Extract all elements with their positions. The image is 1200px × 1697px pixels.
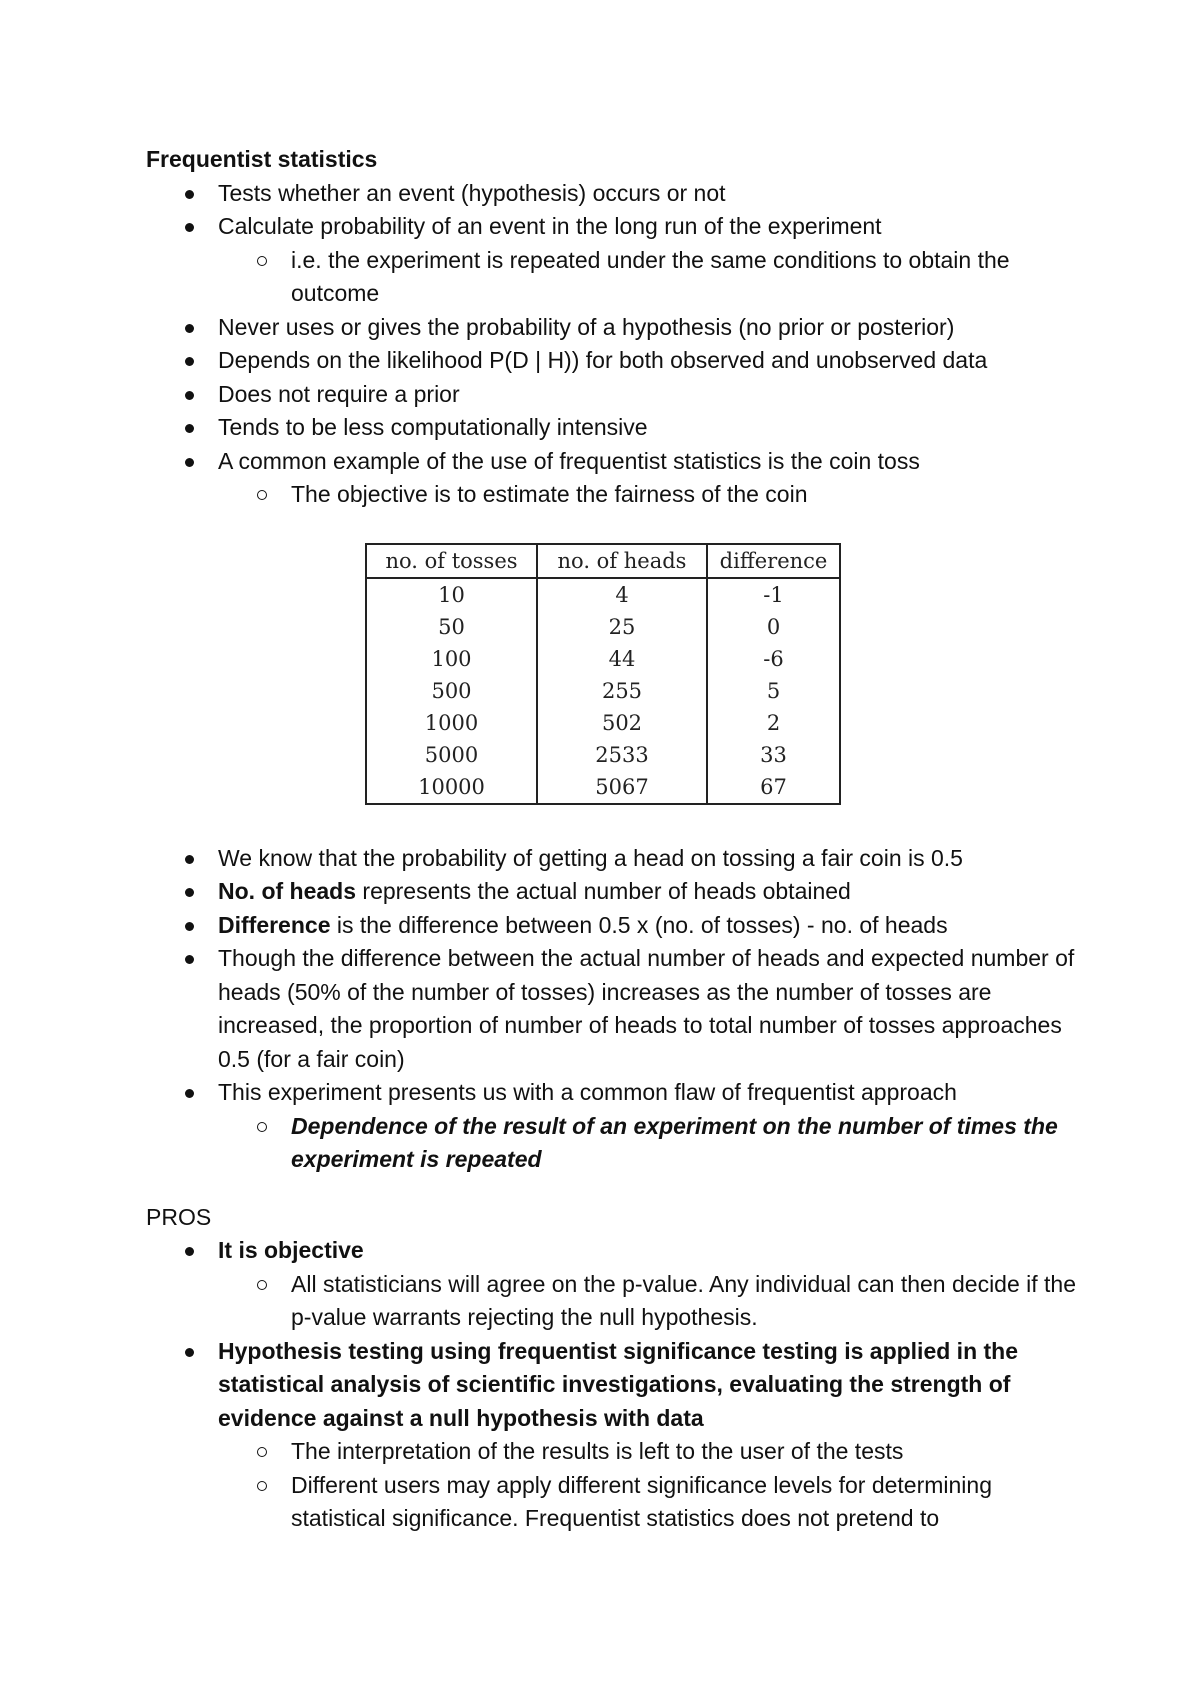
section-title: Frequentist statistics: [146, 146, 378, 172]
list-item: Tends to be less computationally intensive: [146, 411, 1086, 445]
sub-bullet-list: [146, 1268, 1086, 1335]
bullet-list: [146, 177, 1086, 244]
list-item: [146, 909, 1086, 943]
sub-bullet-list: [146, 244, 1086, 311]
table-cell: 500: [366, 675, 537, 707]
table-row: [366, 643, 840, 675]
bullet-list: [146, 1234, 1086, 1268]
list-item: Hypothesis testing using frequentist significance testing is applied in the statistical analysis of scientific investigations, evaluating the strength of evidence against a null hypothesis with data: [146, 1335, 1086, 1436]
pros-title: PROS: [146, 1203, 212, 1230]
table-cell: 255: [537, 675, 707, 707]
table-cell: -1: [707, 578, 840, 611]
list-item: Depends on the likelihood P(D | H)) for both observed and unobserved data: [146, 344, 1086, 378]
sub-list-item: Dependence of the result of an experiment on the number of times the experiment is repeated: [146, 1110, 1086, 1177]
sub-list-item: The objective is to estimate the fairness of the coin: [146, 478, 1086, 512]
list-item: Though the difference between the actual number of heads and expected number of heads (50% of the number of tosses) increases as the number of tosses are increased, the proportion of number of heads to total number of tosses approaches 0.5 (for a fair coin): [146, 942, 1086, 1076]
spacer: [146, 1177, 1086, 1201]
sub-list-item: Different users may apply different significance levels for determining statistical significance. Frequentist statistics does not pretend to: [146, 1469, 1086, 1536]
table-cell: 502: [537, 707, 707, 739]
list-item: Never uses or gives the probability of a hypothesis (no prior or posterior): [146, 311, 1086, 345]
table-cell: 5067: [537, 771, 707, 804]
table-row: [366, 675, 840, 707]
sub-bullet-list: [146, 1435, 1086, 1536]
bold-term: Difference: [218, 911, 331, 938]
table-cell: 5000: [366, 739, 537, 771]
table-cell: 33: [707, 739, 840, 771]
list-item: [146, 875, 1086, 909]
table-row: [366, 578, 840, 611]
sub-list-item: The interpretation of the results is left to the user of the tests: [146, 1435, 1086, 1469]
list-item: Does not require a prior: [146, 378, 1086, 412]
table-cell: 1000: [366, 707, 537, 739]
table-cell: 0: [707, 611, 840, 643]
item-text: represents the actual number of heads obtained: [356, 878, 851, 904]
table-row: [366, 611, 840, 643]
table-cell: 10000: [366, 771, 537, 804]
header-heads: no. of heads: [537, 544, 707, 578]
sub-bullet-list: [146, 478, 1086, 512]
table-cell: 5: [707, 675, 840, 707]
header-tosses: no. of tosses: [366, 544, 537, 578]
bullet-list: [146, 311, 1086, 479]
table-cell: 10: [366, 578, 537, 611]
table-row: [366, 771, 840, 804]
coin-toss-table-wrap: [146, 543, 1086, 808]
table-cell: 2533: [537, 739, 707, 771]
table-row: [366, 707, 840, 739]
table-cell: 67: [707, 771, 840, 804]
list-item: A common example of the use of frequentist statistics is the coin toss: [146, 445, 1086, 479]
header-difference: difference: [707, 544, 840, 578]
table-cell: 2: [707, 707, 840, 739]
table-cell: 44: [537, 643, 707, 675]
document-content: [146, 143, 1086, 1536]
list-item: Tests whether an event (hypothesis) occurs or not: [146, 177, 1086, 211]
table-cell: 100: [366, 643, 537, 675]
table-cell: 4: [537, 578, 707, 611]
table-cell: 50: [366, 611, 537, 643]
bullet-list: [146, 842, 1086, 1110]
list-item: This experiment presents us with a common flaw of frequentist approach: [146, 1076, 1086, 1110]
sub-list-item: i.e. the experiment is repeated under the same conditions to obtain the outcome: [146, 244, 1086, 311]
table-cell: -6: [707, 643, 840, 675]
list-item: Calculate probability of an event in the long run of the experiment: [146, 210, 1086, 244]
coin-toss-table: [365, 543, 841, 805]
table-row: [366, 739, 840, 771]
bullet-list: [146, 1335, 1086, 1436]
list-item: It is objective: [146, 1234, 1086, 1268]
sub-bullet-list: [146, 1110, 1086, 1177]
table-header-row: [366, 544, 840, 578]
item-text: is the difference between 0.5 x (no. of tosses) - no. of heads: [330, 911, 948, 938]
list-item: We know that the probability of getting a head on tossing a fair coin is 0.5: [146, 842, 1086, 876]
sub-list-item: All statisticians will agree on the p-value. Any individual can then decide if the p-value warrants rejecting the null hypothesis.: [146, 1268, 1086, 1335]
bold-term: No. of heads: [218, 878, 357, 904]
table-cell: 25: [537, 611, 707, 643]
